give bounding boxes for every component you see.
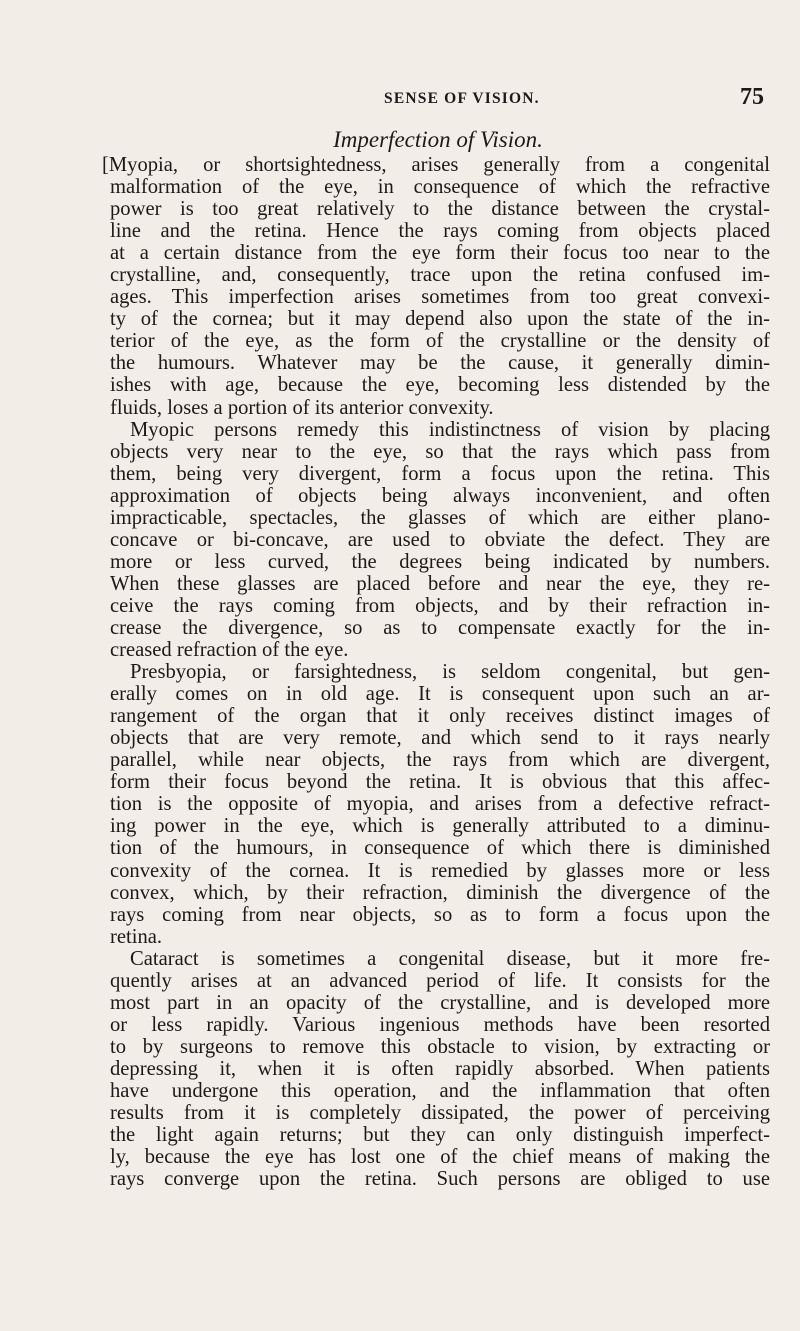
text-line: Presbyopia, or farsightedness, is seldom congenital, but gen-: [130, 661, 770, 684]
text-line: ages. This imperfection arises sometimes from too great convexi-: [110, 286, 770, 309]
text-line: results from it is completely dissipated, the power of perceiving: [110, 1102, 770, 1125]
text-line: retina.: [110, 925, 163, 948]
text-line: line and the retina. Hence the rays coming from objects placed: [110, 220, 770, 243]
text-line: creased refraction of the eye.: [110, 639, 349, 662]
text-line: ishes with age, because the eye, becoming less distended by the: [110, 374, 770, 397]
text-line: them, being very divergent, form a focus upon the retina. This: [110, 462, 770, 485]
running-head: [384, 86, 764, 110]
text-line: at a certain distance from the eye form their focus too near to the: [110, 242, 770, 265]
text-line: convex, which, by their refraction, diminish the divergence of the: [110, 881, 770, 904]
text-line: depressing it, when it is often rapidly absorbed. When patients: [110, 1057, 770, 1080]
text-line: tion of the humours, in consequence of which there is diminished: [110, 837, 770, 860]
running-head-title: SENSE OF VISION.: [384, 90, 540, 107]
body-text: [102, 126, 770, 1191]
text-line: quently arises at an advanced period of life. It consists for the: [110, 969, 770, 992]
text-line: malformation of the eye, in consequence of which the refractive: [110, 176, 770, 199]
text-line: more or less curved, the degrees being indicated by numbers.: [110, 550, 770, 573]
text-line: convexity of the cornea. It is remedied by glasses more or less: [110, 859, 770, 882]
text-line: objects very near to the eye, so that the rays which pass from: [110, 440, 770, 463]
text-line: When these glasses are placed before and near the eye, they re-: [110, 572, 770, 595]
text-line: erally comes on in old age. It is consequent upon such an ar-: [110, 683, 770, 706]
text-line: ing power in the eye, which is generally attributed to a diminu-: [110, 815, 770, 838]
text-line: rays converge upon the retina. Such persons are obliged to use: [110, 1168, 770, 1191]
section-title: Imperfection of Vision.: [333, 127, 543, 152]
text-line: form their focus beyond the retina. It is obvious that this affec-: [110, 771, 770, 794]
text-line: parallel, while near objects, the rays from which are divergent,: [110, 749, 770, 772]
paragraph-lines: [102, 154, 770, 1191]
text-line: crystalline, and, consequently, trace upon the retina confused im-: [110, 264, 770, 287]
text-line: ty of the cornea; but it may depend also upon the state of the in-: [110, 308, 770, 331]
text-line: or less rapidly. Various ingenious methods have been resorted: [110, 1013, 770, 1036]
text-line: rangement of the organ that it only receives distinct images of: [110, 705, 770, 728]
text-line: tion is the opposite of myopia, and arises from a defective refract-: [110, 793, 770, 816]
text-line: objects that are very remote, and which send to it rays nearly: [110, 727, 770, 750]
text-line: terior of the eye, as the form of the crystalline or the density of: [110, 330, 770, 353]
text-line: ceive the rays coming from objects, and by their refraction in-: [110, 594, 770, 617]
text-line: Myopic persons remedy this indistinctness of vision by placing: [130, 418, 770, 441]
text-line: approximation of objects being always inconvenient, and often: [110, 484, 770, 507]
text-line: impracticable, spectacles, the glasses of which are either plano-: [110, 506, 770, 529]
text-line: crease the divergence, so as to compensate exactly for the in-: [110, 616, 770, 639]
text-line: the light again returns; but they can only distinguish imperfect-: [110, 1124, 770, 1147]
text-line: concave or bi-concave, are used to obviate the defect. They are: [110, 528, 770, 551]
text-line: fluids, loses a portion of its anterior convexity.: [110, 396, 494, 419]
text-line: power is too great relatively to the distance between the crystal-: [110, 198, 770, 221]
text-line: [Myopia, or shortsightedness, arises generally from a congenital: [102, 154, 770, 176]
page-number: 75: [740, 84, 764, 110]
text-line: have undergone this operation, and the inflammation that often: [110, 1079, 770, 1102]
text-line: Cataract is sometimes a congenital disease, but it more fre-: [130, 947, 770, 970]
text-line: most part in an opacity of the crystalline, and is developed more: [110, 991, 770, 1014]
text-line: the humours. Whatever may be the cause, it generally dimin-: [110, 352, 770, 375]
text-line: ly, because the eye has lost one of the chief means of making the: [110, 1146, 770, 1169]
text-line: to by surgeons to remove this obstacle to vision, by extracting or: [110, 1035, 770, 1058]
text-line: rays coming from near objects, so as to form a focus upon the: [110, 903, 770, 926]
